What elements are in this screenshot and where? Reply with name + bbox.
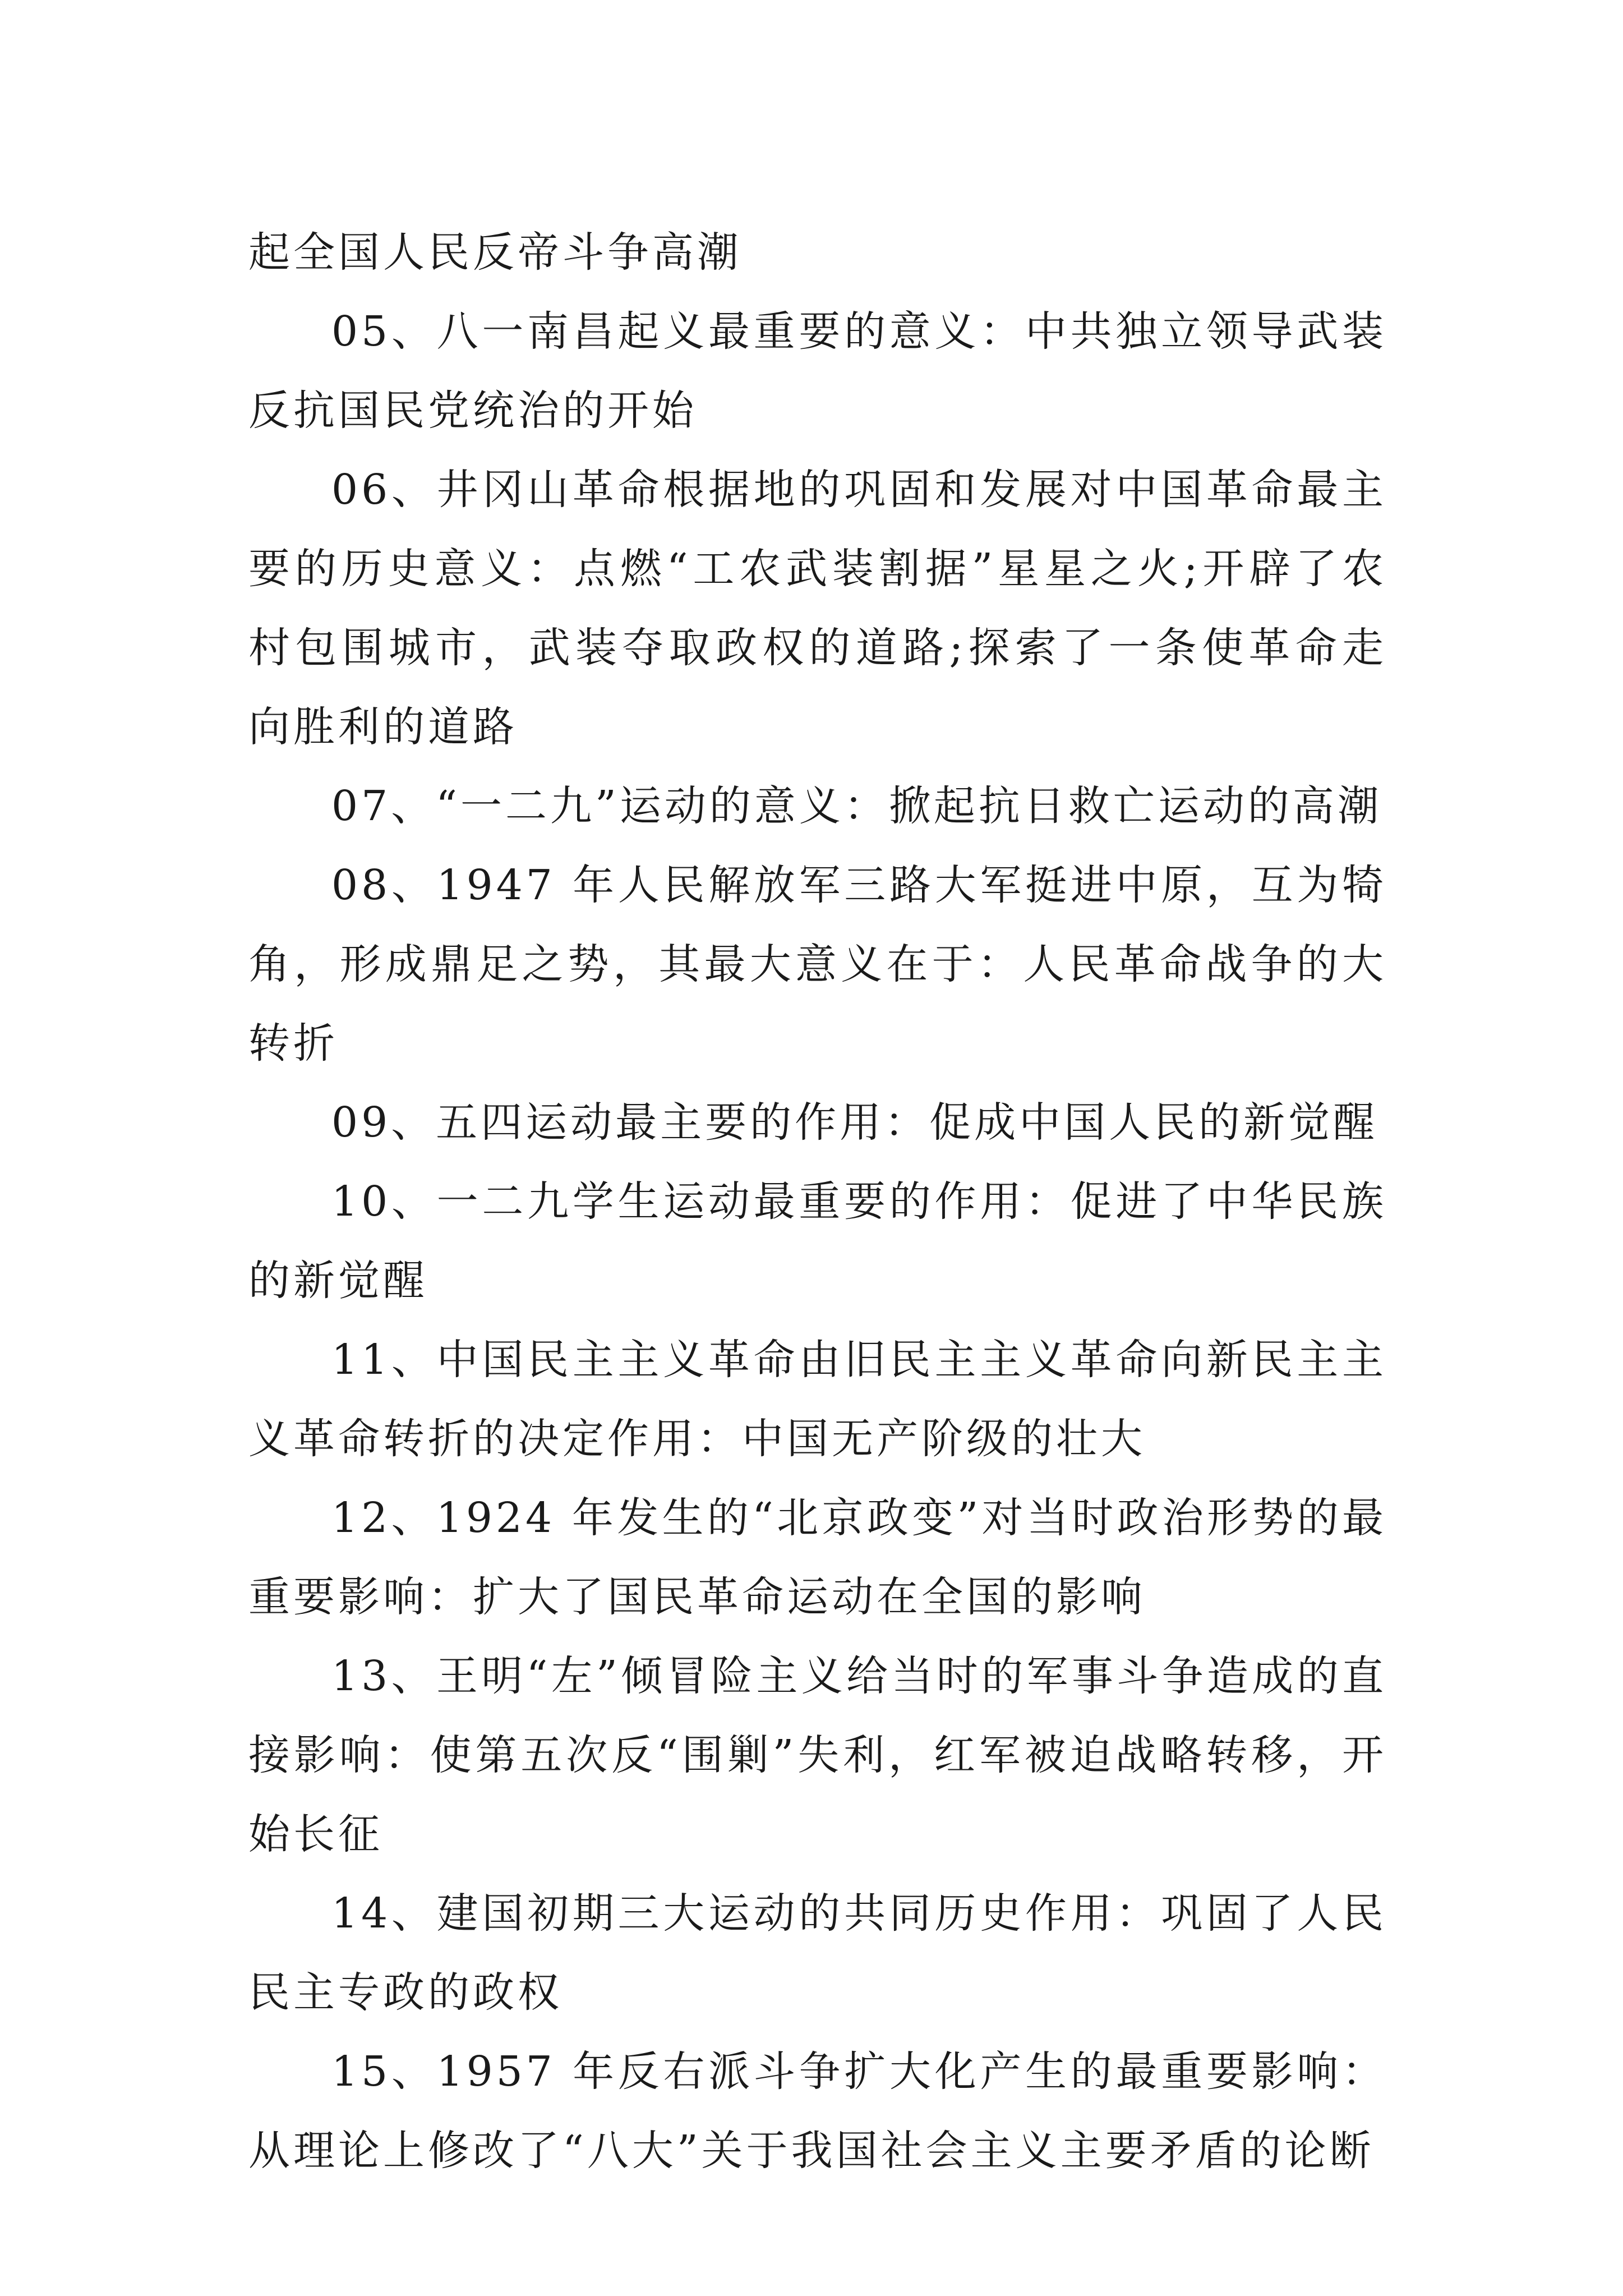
paragraph-item-15: 15、1957 年反右派斗争扩大化产生的最重要影响：从理论上修改了“八大”关于我国社会主义主要矛盾的论断 [248,2047,1387,2175]
paragraph-item-06: 06、井冈山革命根据地的巩固和发展对中国革命最主要的历史意义：点燃“工农武装割据”星星之火;开辟了农村包围城市，武装夺取政权的道路;探索了一条使革命走向胜利的道路 [248,466,1387,751]
paragraph-item-11: 11、中国民主主义革命由旧民主主义革命向新民主主义革命转折的决定作用：中国无产阶级的壮大 [248,1336,1387,1463]
paragraph-item-10: 10、一二九学生运动最重要的作用：促进了中华民族的新觉醒 [248,1177,1387,1305]
paragraph-item-09: 09、五四运动最主要的作用：促成中国人民的新觉醒 [331,1098,1378,1147]
paragraph-item-08: 08、1947 年人民解放军三路大军挺进中原，互为犄角，形成鼎足之势，其最大意义在于：人民革命战争的大转折 [248,861,1387,1068]
paragraph-continuation: 起全国人民反帝斗争高潮 [248,228,742,277]
paragraph-item-07: 07、“一二九”运动的意义：掀起抗日救亡运动的高潮 [331,782,1382,830]
document-body [248,213,1387,2191]
paragraph-item-13: 13、王明“左”倾冒险主义给当时的军事斗争造成的直接影响：使第五次反“围剿”失利，红军被迫战略转移，开始长征 [248,1652,1387,1858]
paragraph-item-14: 14、建国初期三大运动的共同历史作用：巩固了人民民主专政的政权 [248,1889,1387,2017]
paragraph-item-05: 05、八一南昌起义最重要的意义：中共独立领导武装反抗国民党统治的开始 [248,307,1387,435]
paragraph-item-12: 12、1924 年发生的“北京政变”对当时政治形势的最重要影响：扩大了国民革命运动在全国的影响 [248,1494,1387,1621]
